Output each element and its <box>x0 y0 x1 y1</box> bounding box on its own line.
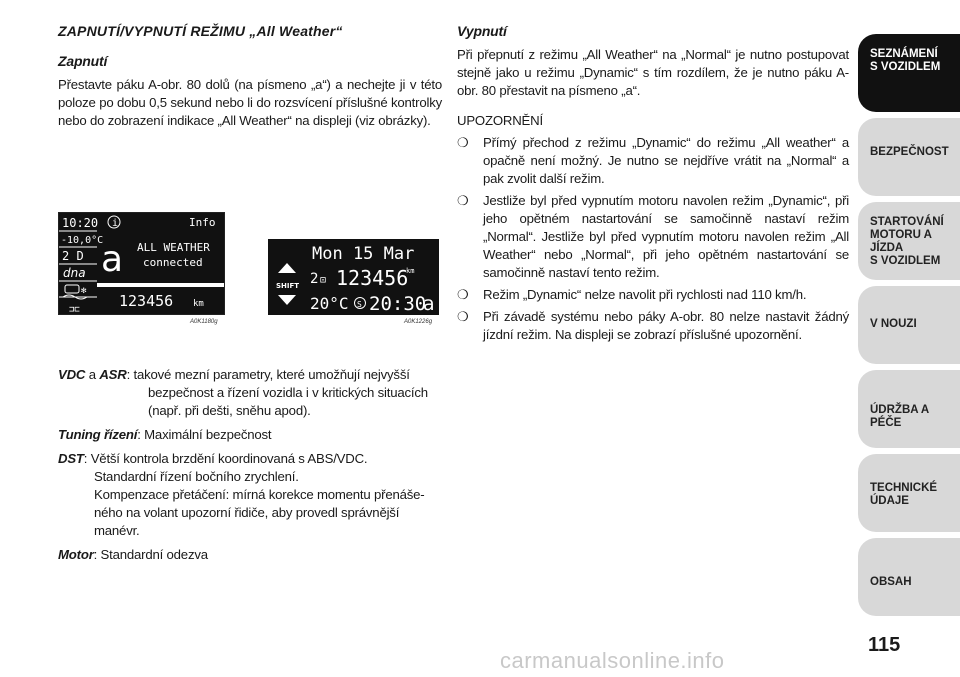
right-column <box>457 22 849 348</box>
on-paragraph: Přestavte páku A-obr. 80 dolů (na písmeno „a“) a nechejte ji v této poloze po dobu 0,5 sekund nebo li do rozsvícení příslušné kontrolky nebo do zobrazení indikace „All Weather“ na displeji (viz obrázky). <box>58 77 442 128</box>
def-vdc-asr: VDC a ASR: takové mezní parametry, které umožňují nejvyšší bezpečnost a řízení vozidla i v kritických situacích (např. při dešti, sněhu apod). <box>58 367 428 418</box>
mode-letter: a <box>101 239 124 280</box>
d2-shift: SHIFT <box>276 282 300 290</box>
d1-temp: -10,0°C <box>61 235 104 246</box>
tab-v-nouzi[interactable]: V NOUZI <box>858 286 960 364</box>
road-icon: ⊐⊏ <box>69 305 80 314</box>
bullet-icon: ❍ <box>457 287 469 302</box>
warning-list <box>457 134 849 344</box>
def-tuning: Tuning řízení: Maximální bezpečnost <box>58 427 272 442</box>
list-item: ❍ Přímý přechod z režimu „Dynamic“ do režimu „All weather“ a opačně není možný. Je nutno se nejdříve vrátit na „Normal“ a pak zvolit další režim. <box>457 135 849 186</box>
warning-heading: UPOZORNĚNÍ <box>457 113 543 128</box>
radio-display-illustration <box>268 239 439 315</box>
chapter-tabs <box>858 0 960 640</box>
tab-seznameni[interactable]: SEZNÁMENÍ S VOZIDLEM <box>858 34 960 112</box>
tab-bezpecnost[interactable]: BEZPEČNOST <box>858 118 960 196</box>
tab-udrzba[interactable]: ÚDRŽBA A PÉČE <box>858 370 960 448</box>
d2-temp: 20°C <box>310 294 349 313</box>
watermark: carmanualsonline.info <box>500 648 725 673</box>
d2-odo-unit: km <box>406 267 415 275</box>
bullet-icon: ❍ <box>457 193 469 208</box>
figure-caption-2: A0K1226g <box>404 319 433 325</box>
tab-technicke-udaje[interactable]: TECHNICKÉ ÚDAJE <box>858 454 960 532</box>
d2-letter: a <box>423 293 435 315</box>
on-heading: Zapnutí <box>58 53 108 69</box>
d1-info: Info <box>189 216 216 229</box>
list-item: ❍ Režim „Dynamic“ nelze navolit při rychlosti nad 110 km/h. <box>457 287 807 302</box>
def-dst: DST: Větší kontrola brzdění koordinovaná s ABS/VDC. Standardní řízení bočního zrychlení. Kompenzace přetáčení: mírná korekce momentu přenáše- ného na volant upozorní řidiče, aby provedl správnější manévr. <box>58 451 425 538</box>
d2-odo: 123456 <box>336 266 409 290</box>
d1-msg1: ALL WEATHER <box>137 241 210 254</box>
left-column <box>58 22 442 130</box>
tab-obsah[interactable]: OBSAH <box>858 538 960 616</box>
svg-text:S: S <box>357 300 362 309</box>
cluster-display-illustration <box>58 212 225 315</box>
off-paragraph: Při přepnutí z režimu „All Weather“ na „Normal“ je nutno postupovat stejně jako u režimu „Dynamic“ s tím rozdílem, že je nutno páku A-obr. 80 přestavit na písmeno „a“. <box>457 47 849 98</box>
d1-msg2: connected <box>143 256 203 269</box>
d1-odo-unit: km <box>193 299 204 309</box>
page-number: 115 <box>868 634 901 656</box>
snowflake-icon: ✻ <box>81 286 87 296</box>
bullet-icon: ❍ <box>457 309 469 324</box>
list-item: ❍ Jestliže byl před vypnutím motoru navolen režim „Dynamic“, při jeho opětném nastartování se samočinně nastaví režim „Normal“. Jestliže byl před vypnutím motoru navolen režim „All Weather“ nebo „Normal“, při jeho opětném nastartování se samočinně nastaví tento režim. <box>457 193 849 280</box>
d2-trip-prefix: 2 <box>310 271 319 287</box>
dna-logo: dna <box>63 266 86 280</box>
off-heading: Vypnutí <box>457 23 507 39</box>
definitions-block <box>58 366 442 570</box>
d1-time: 10:20 <box>62 216 99 230</box>
list-item: ❍ Při závadě systému nebo páky A-obr. 80 nelze nastavit žádný jízdní režim. Na displeji se zobrazí příslušné upozornění. <box>457 309 849 342</box>
def-motor: Motor: Standardní odezva <box>58 547 208 562</box>
d1-gear: 2 D <box>62 249 84 263</box>
radio-display-graphic <box>268 239 439 315</box>
fuel-icon: ⊡ <box>320 275 327 286</box>
bullet-icon: ❍ <box>457 135 469 150</box>
info-icon: i <box>112 218 119 229</box>
tab-startovani[interactable]: STARTOVÁNÍ MOTORU A JÍZDA S VOZIDLEM <box>858 202 960 280</box>
d1-odo: 123456 <box>119 292 174 310</box>
d2-time: 20:30 <box>369 293 427 315</box>
section-title: ZAPNUTÍ/VYPNUTÍ REŽIMU „All Weather“ <box>58 23 343 39</box>
cluster-display-graphic <box>59 213 224 314</box>
d2-date: Mon 15 Mar <box>312 244 415 264</box>
figure-caption-1: A0K1180g <box>190 319 218 325</box>
